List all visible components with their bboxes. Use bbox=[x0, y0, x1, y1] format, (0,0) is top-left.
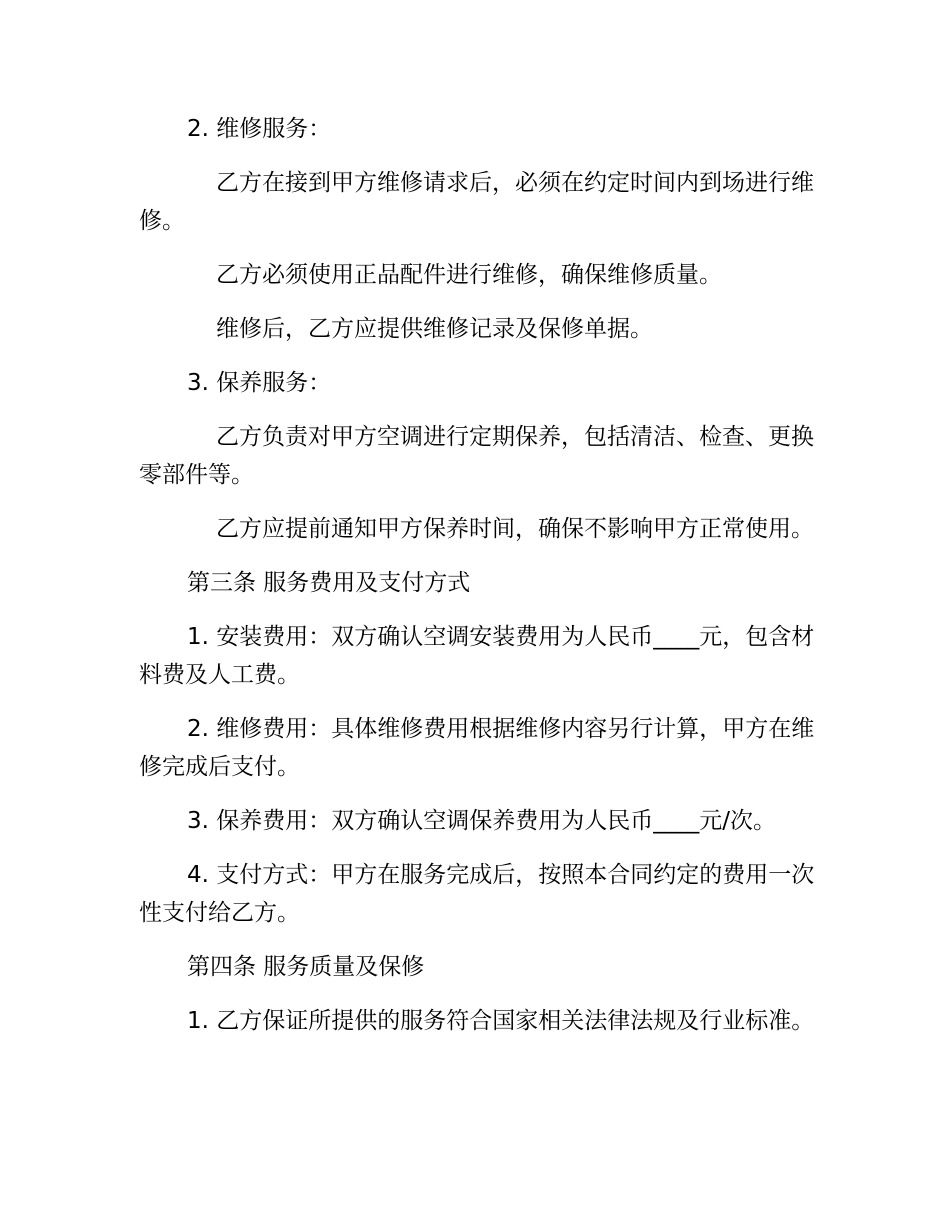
paragraph-payment-method: 4. 支付方式：甲方在服务完成后，按照本合同约定的费用一次性支付给乙方。 bbox=[139, 862, 815, 926]
item-heading-maintenance-service: 2. 维修服务： bbox=[187, 116, 332, 142]
paragraph-repair-onsite: 乙方在接到甲方维修请求后，必须在约定时间内到场进行维修。 bbox=[139, 170, 814, 234]
paragraph-upkeep-notice: 乙方应提前通知甲方保养时间，确保不影响甲方正常使用。 bbox=[216, 516, 814, 542]
paragraph-quality-standard: 1. 乙方保证所提供的服务符合国家相关法律法规及行业标准。 bbox=[187, 1008, 815, 1034]
paragraph-regular-upkeep: 乙方负责对甲方空调进行定期保养，包括清洁、检查、更换零部件等。 bbox=[139, 424, 814, 488]
paragraph-repair-fee: 2. 维修费用：具体维修费用根据维修内容另行计算，甲方在维修完成后支付。 bbox=[139, 716, 815, 780]
paragraph-genuine-parts: 乙方必须使用正品配件进行维修，确保维修质量。 bbox=[216, 262, 722, 288]
article-heading-fees-payment: 第三条 服务费用及支付方式 bbox=[187, 570, 471, 596]
paragraph-installation-fee: 1. 安装费用：双方确认空调安装费用为人民币____元，包含材料费及人工费。 bbox=[139, 624, 815, 688]
article-heading-quality-warranty: 第四条 服务质量及保修 bbox=[187, 954, 425, 980]
document-body bbox=[139, 110, 819, 1056]
paragraph-upkeep-fee: 3. 保养费用：双方确认空调保养费用为人民币____元/次。 bbox=[187, 808, 777, 834]
item-heading-upkeep-service: 3. 保养服务： bbox=[187, 370, 332, 396]
paragraph-repair-records: 维修后，乙方应提供维修记录及保修单据。 bbox=[216, 316, 653, 342]
